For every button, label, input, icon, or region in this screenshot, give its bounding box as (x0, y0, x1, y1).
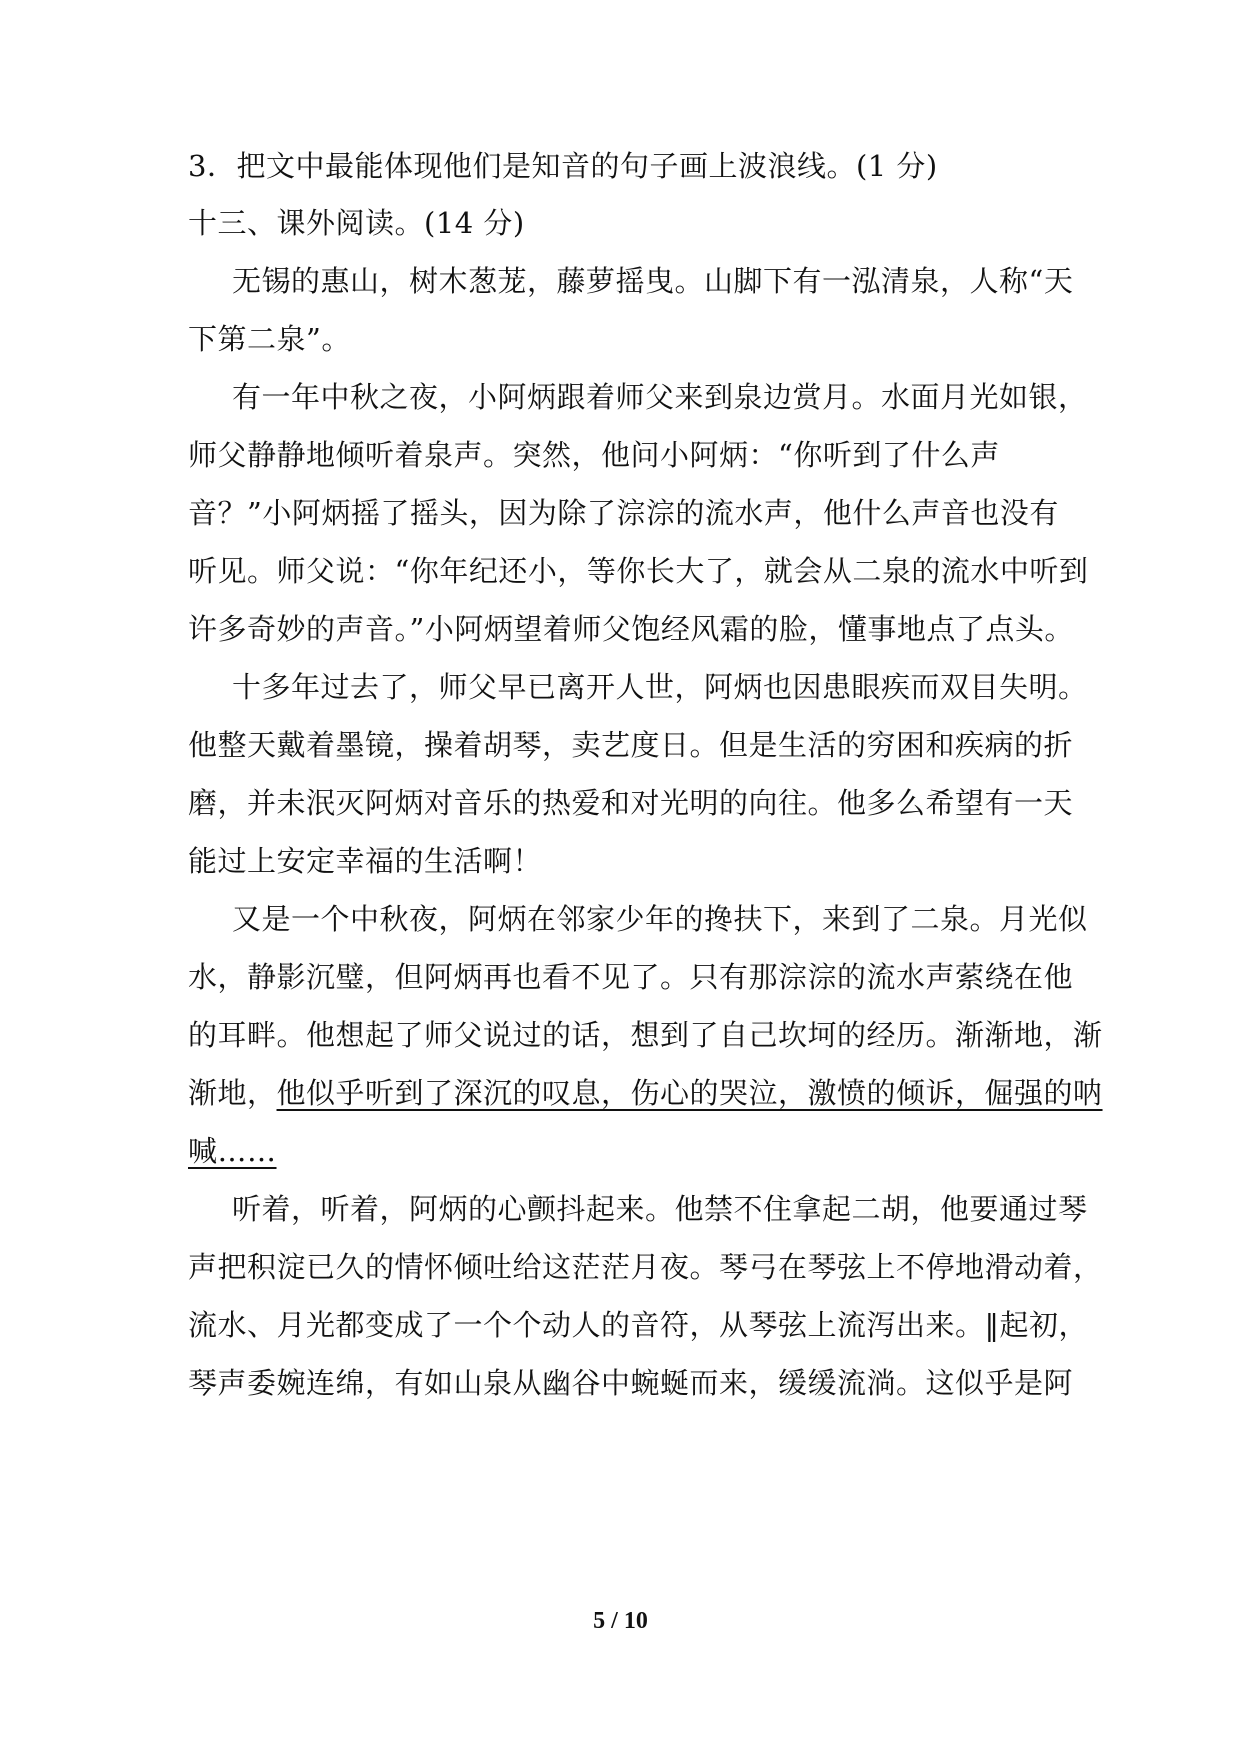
section-title: 十三、课外阅读。(14 分) (188, 206, 525, 240)
question-3: 3．把文中最能体现他们是知音的句子画上波浪线。(1 分) (188, 149, 938, 183)
passage-line: 十多年过去了，师父早已离开人世，阿炳也因患眼疾而双目失明。 (232, 670, 1088, 704)
passage-line: 水，静影沉璧，但阿炳再也看不见了。只有那淙淙的流水声萦绕在他 (188, 960, 1074, 994)
passage-line: 他整天戴着墨镜，操着胡琴，卖艺度日。但是生活的穷困和疾病的折 (188, 728, 1074, 762)
passage-line: 声把积淀已久的情怀倾吐给这茫茫月夜。琴弓在琴弦上不停地滑动着， (188, 1250, 1103, 1284)
passage-line: 下第二泉”。 (188, 322, 351, 356)
passage-line (188, 1131, 1068, 1171)
passage-line: 能过上安定幸福的生活啊！ (188, 844, 543, 878)
passage-line: 有一年中秋之夜，小阿炳跟着师父来到泉边赏月。水面月光如银， (232, 380, 1088, 414)
passage-line: 磨，并未泯灭阿炳对音乐的热爱和对光明的向往。他多么希望有一天 (188, 786, 1074, 820)
passage-line: 流水、月光都变成了一个个动人的音符，从琴弦上流泻出来。‖起初， (188, 1308, 1089, 1342)
passage-line: 许多奇妙的声音。”小阿炳望着师父饱经风霜的脸，懂事地点了点头。 (188, 612, 1074, 646)
underlined-sentence-end: 喊…… (188, 1134, 277, 1168)
passage-line: 的耳畔。他想起了师父说过的话，想到了自己坎坷的经历。渐渐地，渐 (188, 1018, 1103, 1052)
passage-line: 师父静静地倾听着泉声。突然，他问小阿炳：“你听到了什么声 (188, 438, 1000, 472)
passage-line (188, 1073, 1103, 1113)
page-number: 5 / 10 (593, 1608, 648, 1634)
passage-text: 渐地， (188, 1076, 277, 1110)
passage-line: 听着，听着，阿炳的心颤抖起来。他禁不住拿起二胡，他要通过琴 (232, 1192, 1088, 1226)
passage-line: 无锡的惠山，树木葱茏，藤萝摇曳。山脚下有一泓清泉，人称“天 (232, 264, 1074, 298)
passage-line: 又是一个中秋夜，阿炳在邻家少年的搀扶下，来到了二泉。月光似 (232, 902, 1088, 936)
passage-line: 听见。师父说：“你年纪还小，等你长大了，就会从二泉的流水中听到 (188, 554, 1089, 588)
passage-line: 音？”小阿炳摇了摇头，因为除了淙淙的流水声，他什么声音也没有 (188, 496, 1059, 530)
passage-line: 琴声委婉连绵，有如山泉从幽谷中蜿蜒而来，缓缓流淌。这似乎是阿 (188, 1366, 1074, 1400)
underlined-sentence: 他似乎听到了深沉的叹息，伤心的哭泣，激愤的倾诉，倔强的呐 (276, 1076, 1103, 1110)
